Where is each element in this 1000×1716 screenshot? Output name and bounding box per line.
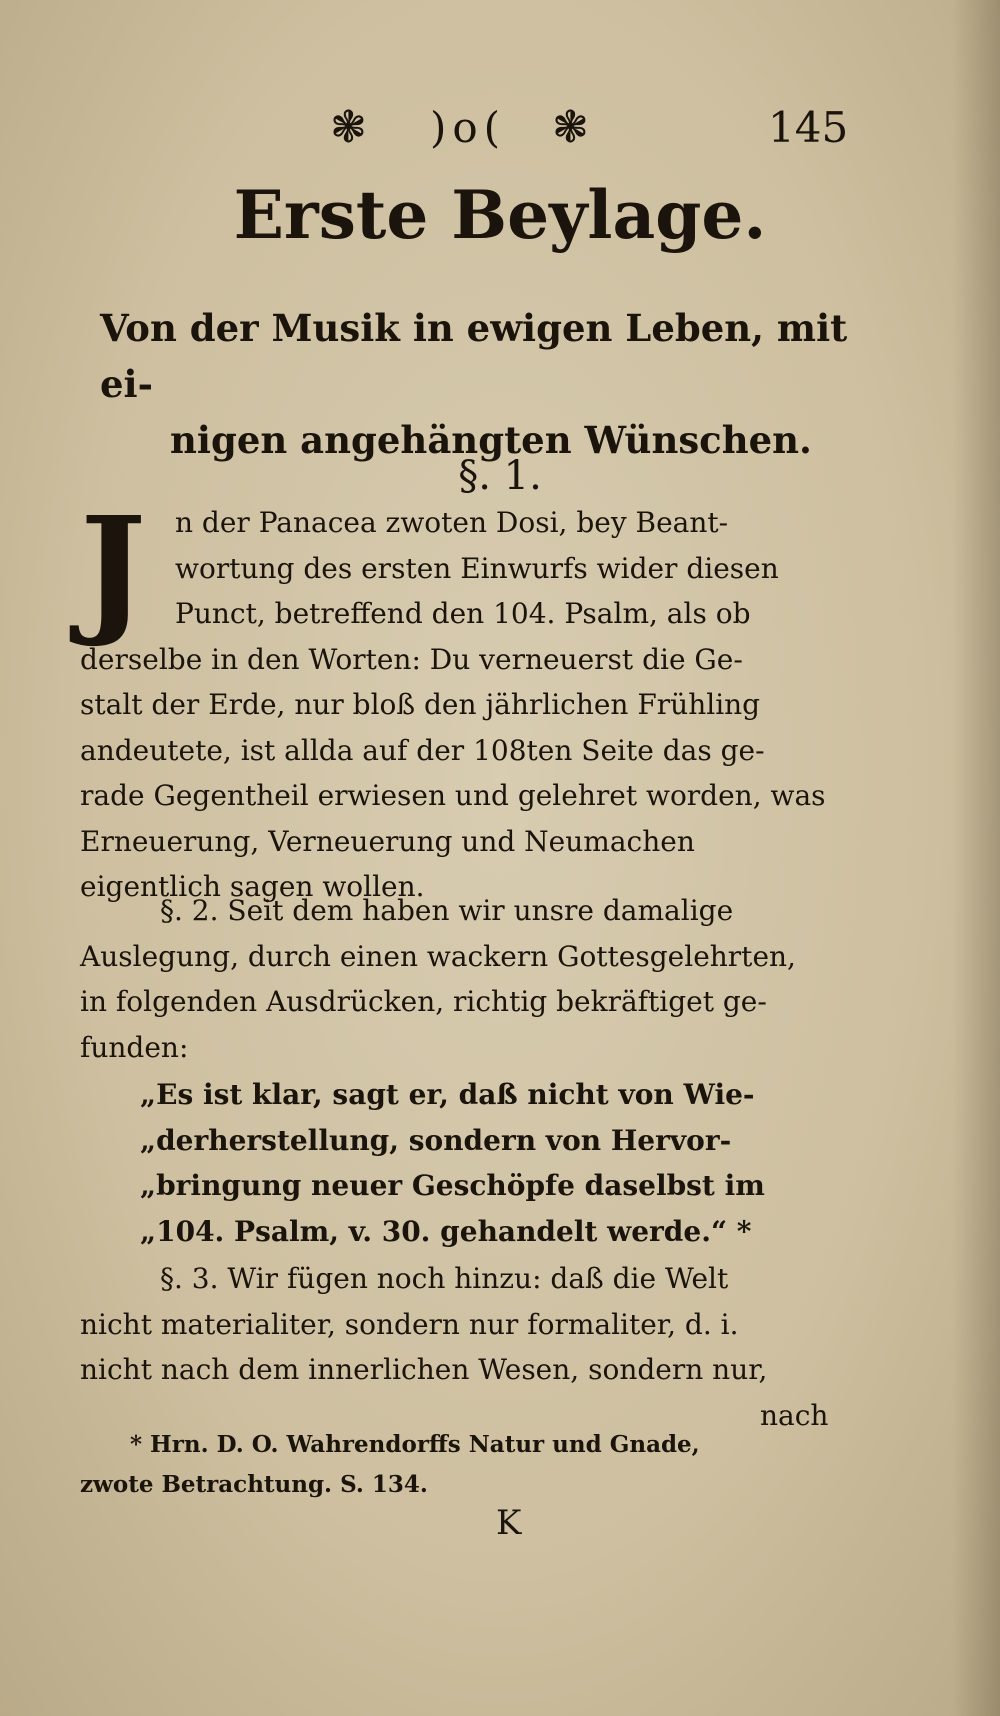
quote-line: „derherstellung, sondern von Hervor- [140, 1123, 732, 1157]
text-line: Auslegung, durch einen wackern Gottesgelehrten, [80, 939, 796, 973]
quote-line: „bringung neuer Geschöpfe daselbst im [140, 1169, 765, 1202]
text-line: in folgenden Ausdrücken, richtig bekräftiget ge- [80, 985, 767, 1018]
page-number: 145 [768, 103, 849, 152]
paragraph-2 [80, 888, 860, 1070]
header-mark: )o( [429, 103, 507, 152]
section-heading: §. 1. [458, 453, 542, 499]
quote-line: „104. Psalm, v. 30. gehandelt werde.“ * [140, 1214, 752, 1248]
text-line: Erneuerung, Verneuerung und Neumachen [80, 824, 695, 858]
footnote-line: zwote Betrachtung. S. 134. [80, 1471, 428, 1498]
text-line: §. 3. Wir fügen noch hinzu: daß die Welt [160, 1262, 729, 1295]
page-header [0, 98, 1000, 158]
footnote [80, 1425, 870, 1505]
subtitle-line-1: Von der Musik in ewigen Leben, mit ei- [100, 306, 848, 406]
chapter-subtitle [100, 300, 860, 468]
text-line: Punct, betreffend den 104. Psalm, als ob [175, 597, 751, 630]
text-line: nicht materialiter, sondern nur formaliter, d. i. [80, 1307, 739, 1341]
block-quote [140, 1072, 860, 1254]
text-line: §. 2. Seit dem haben wir unsre damalige [160, 894, 734, 927]
quote-line: „Es ist klar, sagt er, daß nicht von Wie- [140, 1078, 755, 1111]
paragraph-1 [80, 487, 860, 910]
ornament-left-icon: ❃ [330, 102, 367, 153]
paragraph-3 [80, 1256, 860, 1438]
text-line: rade Gegentheil erwiesen und gelehret worden, was [80, 779, 826, 812]
text-line: funden: [80, 1030, 189, 1064]
footnote-line: * Hrn. D. O. Wahrendorffs Natur und Gnade, [130, 1431, 700, 1458]
drop-capital: J [80, 487, 147, 651]
subtitle-line-2: nigen angehängten Wünschen. [170, 418, 812, 462]
text-line: derselbe in den Worten: Du verneuerst die Ge- [80, 642, 743, 676]
text-line: eigentlich sagen wollen. [80, 870, 425, 903]
text-line: nach [760, 1398, 829, 1432]
text-line: wortung des ersten Einwurfs wider diesen [175, 551, 779, 585]
signature-mark: K [496, 1503, 522, 1543]
text-line: andeutete, ist allda auf der 108ten Seite das ge- [80, 733, 765, 767]
ornament-right-icon: ❃ [552, 102, 589, 153]
page-title: Erste Beylage. [233, 176, 767, 254]
text-line: n der Panacea zwoten Dosi, bey Beant- [175, 506, 729, 539]
text-line: nicht nach dem innerlichen Wesen, sondern nur, [80, 1353, 768, 1386]
text-line: stalt der Erde, nur bloß den jährlichen Frühling [80, 688, 761, 721]
